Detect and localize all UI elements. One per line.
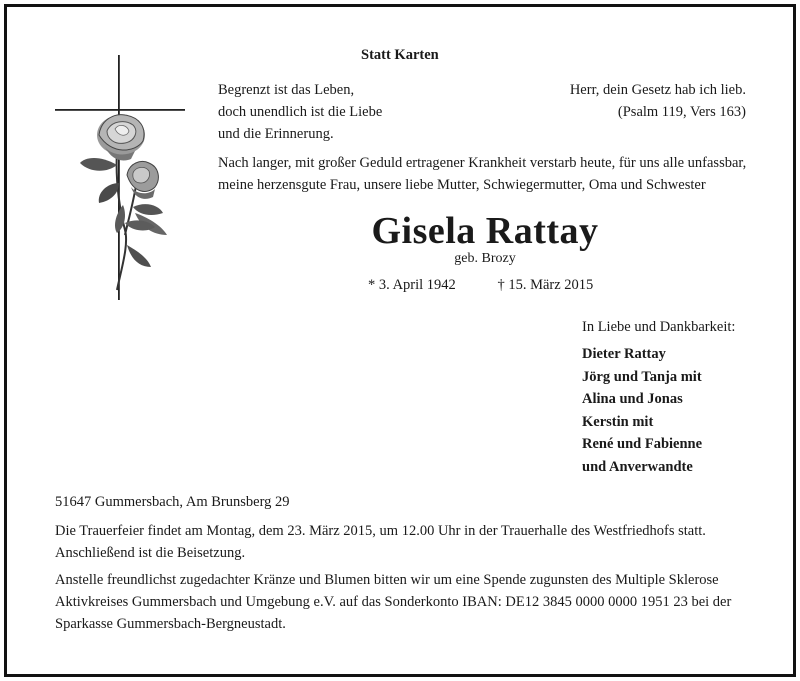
donation-line: Aktivkreises Gummersbach und Umgebung e.V. auf das Sonderkonto IBAN: DE12 3845 0000 0000 1951 23 bei der [55,594,732,610]
thanks-line: In Liebe und Dankbarkeit: [582,319,736,335]
family-list [582,343,702,478]
address: 51647 Gummersbach, Am Brunsberg 29 [55,494,290,510]
poem-left [218,79,478,145]
poem-line: doch unendlich ist die Liebe [218,104,383,120]
rose-bottom [127,162,158,199]
funeral-line: Anschließend ist die Beisetzung. [55,545,246,561]
intro-line: Nach langer, mit großer Geduld ertragener Krankheit verstarb heute, für uns alle unfassbar, [218,155,747,171]
life-dates [368,277,593,294]
intro-text [218,152,748,196]
cross-vertical-beam [118,55,120,300]
family-member: René und Fabienne [582,436,703,452]
family-member: Alina und Jonas [582,391,683,407]
cross-with-roses-icon [55,55,190,305]
intro-line: meine herzensgute Frau, unsere liebe Mutter, Schwiegermutter, Oma und Schwester [218,177,706,193]
rose-top [97,115,145,161]
death-date: † 15. März 2015 [497,277,594,293]
family-member: Kerstin mit [582,413,654,430]
donation-line: Anstelle freundlichst zugedachter Kränze und Blumen bitten wir um eine Spende zugunsten des Multiple Sklerose [55,572,719,588]
family-member: Dieter Rattay [582,346,666,362]
cross-horizontal-beam [55,109,185,111]
birth-date: * 3. April 1942 [368,277,456,293]
poem-line: und die Erinnerung. [218,126,334,142]
poem-right [480,79,746,123]
family-member: Jörg und Tanja mit [582,368,702,385]
deceased-name: Gisela Rattay [371,210,599,252]
birth-name: geb. Brozy [454,251,516,266]
poem-line: Begrenzt ist das Leben, [218,82,355,98]
verse-line: Herr, dein Gesetz hab ich lieb. [569,82,746,98]
family-member: und Anverwandte [582,458,693,475]
header-title: Statt Karten [361,47,439,63]
donation-paragraph [55,569,747,635]
donation-line: Sparkasse Gummersbach-Bergneustadt. [55,616,286,632]
funeral-line: Die Trauerfeier findet am Montag, dem 23. März 2015, um 12.00 Uhr in der Trauerhalle des Westfriedhofs statt. [55,523,706,539]
verse-reference: (Psalm 119, Vers 163) [617,104,746,120]
funeral-paragraph [55,520,747,564]
